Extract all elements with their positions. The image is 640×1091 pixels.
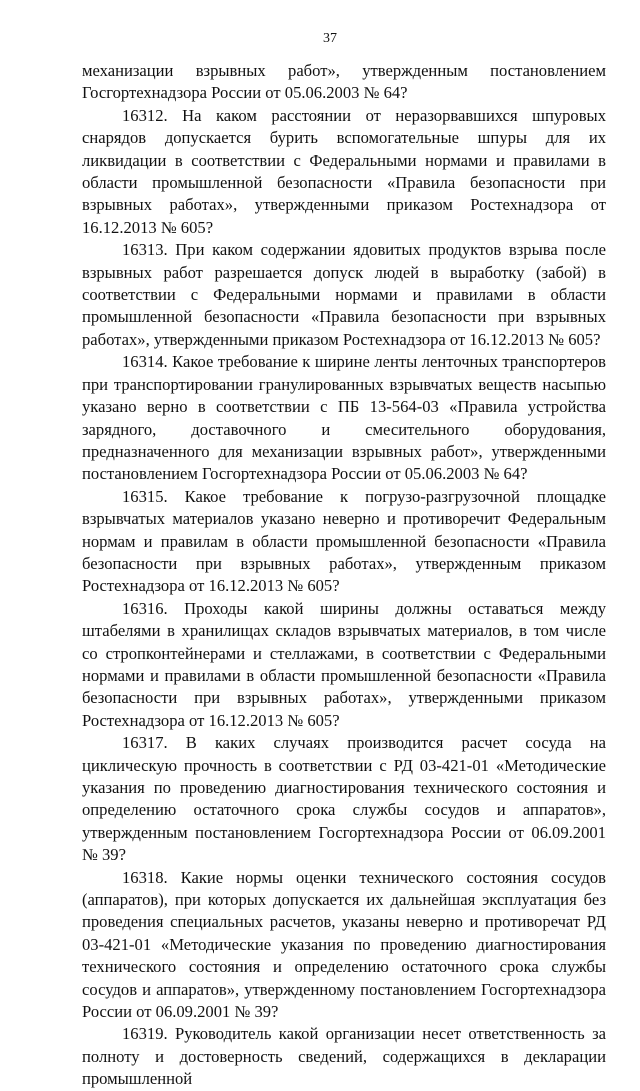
paragraph-continuation: механизации взрывных работ», утвержденным постановлением Госгортехнадзора России от 05.06.2003 № 64? <box>82 61 606 103</box>
question-16318: 16318. Какие нормы оценки технического состояния сосудов (аппаратов), при которых допускается их дальнейшая эксплуатация без проведения специальных расчетов, указаны неверно и противоречат РД 03-421-01 «Методические указания по проведению диагностирования технического состояния и определению остаточного срока службы сосудов и аппаратов», утвержденному постановлением Госгортехнадзора России от 06.09.2001 № 39? <box>82 867 606 1022</box>
question-16319: 16319. Руководитель какой организации несет ответственность за полноту и достоверность сведений, содержащихся в декларации промышленной <box>82 1024 606 1089</box>
question-16316: 16316. Проходы какой ширины должны оставаться между штабелями в хранилищах складов взрывчатых материалов, в том числе со стропконтейнерами и стеллажами, в соответствии с Федеральными нормами и правилами в области промышленной безопасности «Правила безопасности при взрывных работах», утвержденными приказом Ростехнадзора от 16.12.2013 № 605? <box>82 598 606 730</box>
question-16314: 16314. Какое требование к ширине ленты ленточных транспортеров при транспортировании гранулированных взрывчатых веществ насыпью указано верно в соответствии с ПБ 13-564-03 «Правила устройства зарядного, доставочного и смесительного оборудования, предназначенного для механизации взрывных работ», утвержденными постановлением Госгортехнадзора России от 05.06.2003 № 64? <box>82 352 606 484</box>
question-16312: 16312. На каком расстоянии от неразорвавшихся шпуровых снарядов допускается бурить вспомогательные шпуры для их ликвидации в соответствии с Федеральными нормами и правилами в области промышленной безопасности «Правила безопасности при взрывных работах», утвержденными приказом Ростехнадзора от 16.12.2013 № 605? <box>82 105 606 237</box>
document-body <box>82 60 606 1091</box>
page-number: 37 <box>323 31 337 46</box>
question-16313: 16313. При каком содержании ядовитых продуктов взрыва после взрывных работ разрешается допуск людей в выработку (забой) в соответствии с Федеральными нормами и правилами в области промышленной безопасности «Правила безопасности при взрывных работах», утвержденными приказом Ростехнадзора от 16.12.2013 № 605? <box>82 240 606 349</box>
question-16317: 16317. В каких случаях производится расчет сосуда на циклическую прочность в соответствии с РД 03-421-01 «Методические указания по проведению диагностирования технического состояния и определению остаточного срока службы сосудов и аппаратов», утвержденным постановлением Госгортехнадзора России от 06.09.2001 № 39? <box>82 733 606 865</box>
question-16315: 16315. Какое требование к погрузо-разгрузочной площадке взрывчатых материалов указано неверно и противоречит Федеральным нормам и правилам в области промышленной безопасности «Правила безопасности при взрывных работах», утвержденным приказом Ростехнадзора от 16.12.2013 № 605? <box>82 486 606 596</box>
